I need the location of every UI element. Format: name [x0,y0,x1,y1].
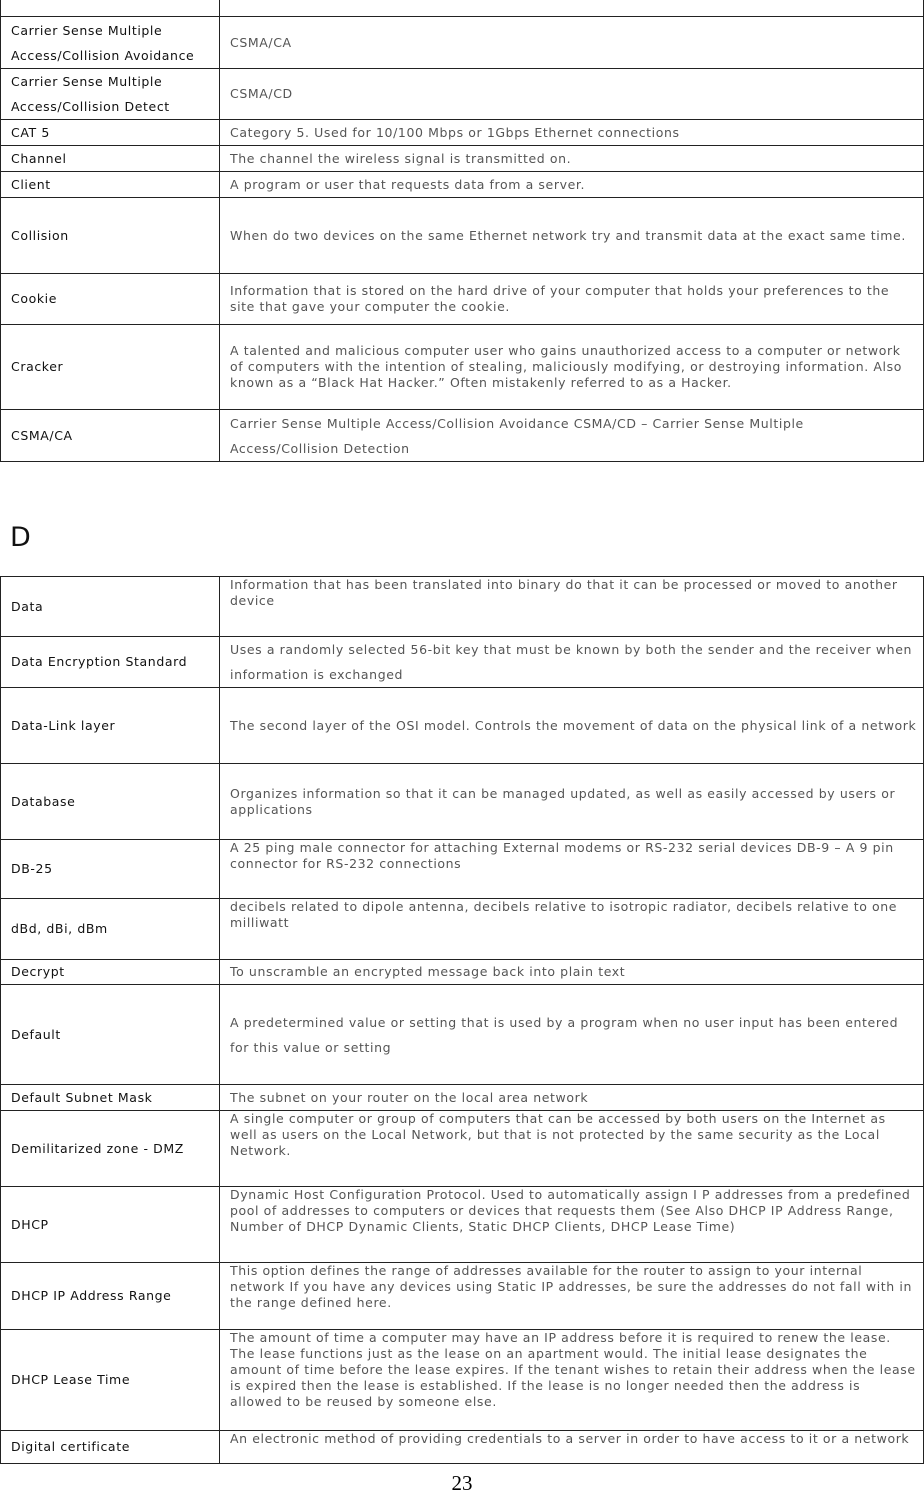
table-row [1,688,924,764]
definition-cell: Category 5. Used for 10/100 Mbps or 1Gbps Ethernet connections [220,120,924,146]
definition-cell: A predetermined value or setting that is used by a program when no user input has been entered for this value or setting [220,985,924,1085]
section-heading: D [10,522,32,553]
table-row [1,410,924,462]
table-row [1,274,924,325]
table-row [1,146,924,172]
term-cell: Channel [1,146,220,172]
term-cell: Cracker [1,325,220,410]
term-cell: Data [1,577,220,637]
table-row [1,17,924,69]
table-row [1,1085,924,1111]
table-row [1,120,924,146]
table-row [1,172,924,198]
page-number: 23 [451,1471,473,1495]
term-cell: dBd, dBi, dBm [1,899,220,960]
term-cell: Decrypt [1,960,220,985]
definition-cell: Uses a randomly selected 56-bit key that must be known by both the sender and the receiver when information is exchanged [220,637,924,688]
definition-cell: decibels related to dipole antenna, decibels relative to isotropic radiator, decibels relative to one milliwatt [220,899,924,960]
table-row [1,325,924,410]
table-row [1,840,924,899]
term-cell: Default [1,985,220,1085]
definition-cell: CSMA/CA [220,17,924,69]
term-cell: Collision [1,198,220,274]
term-cell: Demilitarized zone - DMZ [1,1111,220,1187]
definition-cell [220,0,924,17]
table-row [1,0,924,17]
definition-cell: CSMA/CD [220,69,924,120]
term-cell: Data Encryption Standard [1,637,220,688]
definition-cell: An electronic method of providing credentials to a server in order to have access to it or a network [220,1431,924,1464]
term-cell: CAT 5 [1,120,220,146]
term-cell: Cookie [1,274,220,325]
term-cell: DB-25 [1,840,220,899]
term-cell: Digital certificate [1,1431,220,1464]
definition-cell: The second layer of the OSI model. Controls the movement of data on the physical link of a network [220,688,924,764]
term-cell: DHCP [1,1187,220,1263]
term-cell: Carrier Sense Multiple Access/Collision Detect [1,69,220,120]
term-cell: Client [1,172,220,198]
definition-cell: Organizes information so that it can be managed updated, as well as easily accessed by users or applications [220,764,924,840]
table-row [1,764,924,840]
definition-cell: To unscramble an encrypted message back into plain text [220,960,924,985]
definition-cell: Information that has been translated into binary do that it can be processed or moved to another device [220,577,924,637]
table-row [1,69,924,120]
definition-cell: A talented and malicious computer user who gains unauthorized access to a computer or network of computers with the intention of stealing, maliciously modifying, or destroying information. Also known as a “Black Hat Hacker.” Often mistakenly referred to as a Hacker. [220,325,924,410]
table-row [1,637,924,688]
table-row [1,577,924,637]
table-row [1,899,924,960]
definition-cell: This option defines the range of addresses available for the router to assign to your internal network If you have any devices using Static IP addresses, be sure the addresses do not fall with in the range defined here. [220,1263,924,1330]
table-row [1,960,924,985]
table-row [1,1187,924,1263]
definition-cell: A program or user that requests data from a server. [220,172,924,198]
term-cell: Default Subnet Mask [1,1085,220,1111]
table-row [1,985,924,1085]
term-cell: DHCP IP Address Range [1,1263,220,1330]
table-row [1,1330,924,1431]
definition-cell: The subnet on your router on the local area network [220,1085,924,1111]
definition-cell: Carrier Sense Multiple Access/Collision Avoidance CSMA/CD – Carrier Sense Multiple Access/Collision Detection [220,410,924,462]
table-row [1,1263,924,1330]
table-row [1,1431,924,1464]
term-cell [1,0,220,17]
term-cell: Database [1,764,220,840]
term-cell: CSMA/CA [1,410,220,462]
term-cell: Carrier Sense Multiple Access/Collision Avoidance [1,17,220,69]
definition-cell: The channel the wireless signal is transmitted on. [220,146,924,172]
glossary-table-d [0,576,924,1464]
glossary-table-c [0,0,924,462]
definition-cell: A single computer or group of computers that can be accessed by both users on the Internet as well as users on the Local Network, but that is not protected by the same security as the Local Network. [220,1111,924,1187]
definition-cell: When do two devices on the same Ethernet network try and transmit data at the exact same time. [220,198,924,274]
definition-cell: Dynamic Host Configuration Protocol. Used to automatically assign I P addresses from a predefined pool of addresses to computers or devices that requests them (See Also DHCP IP Address Range, Number of DHCP Dynamic Clients, Static DHCP Clients, DHCP Lease Time) [220,1187,924,1263]
term-cell: DHCP Lease Time [1,1330,220,1431]
definition-cell: Information that is stored on the hard drive of your computer that holds your preferences to the site that gave your computer the cookie. [220,274,924,325]
term-cell: Data-Link layer [1,688,220,764]
definition-cell: A 25 ping male connector for attaching External modems or RS-232 serial devices DB-9 – A 9 pin connector for RS-232 connections [220,840,924,899]
definition-cell: The amount of time a computer may have an IP address before it is required to renew the lease. The lease functions just as the lease on an apartment would. The initial lease designates the amount of time before the lease expires. If the tenant wishes to retain their address when the lease is expired then the lease is established. If the lease is no longer needed then the address is allowed to be reused by someone else. [220,1330,924,1431]
table-row [1,198,924,274]
table-row [1,1111,924,1187]
